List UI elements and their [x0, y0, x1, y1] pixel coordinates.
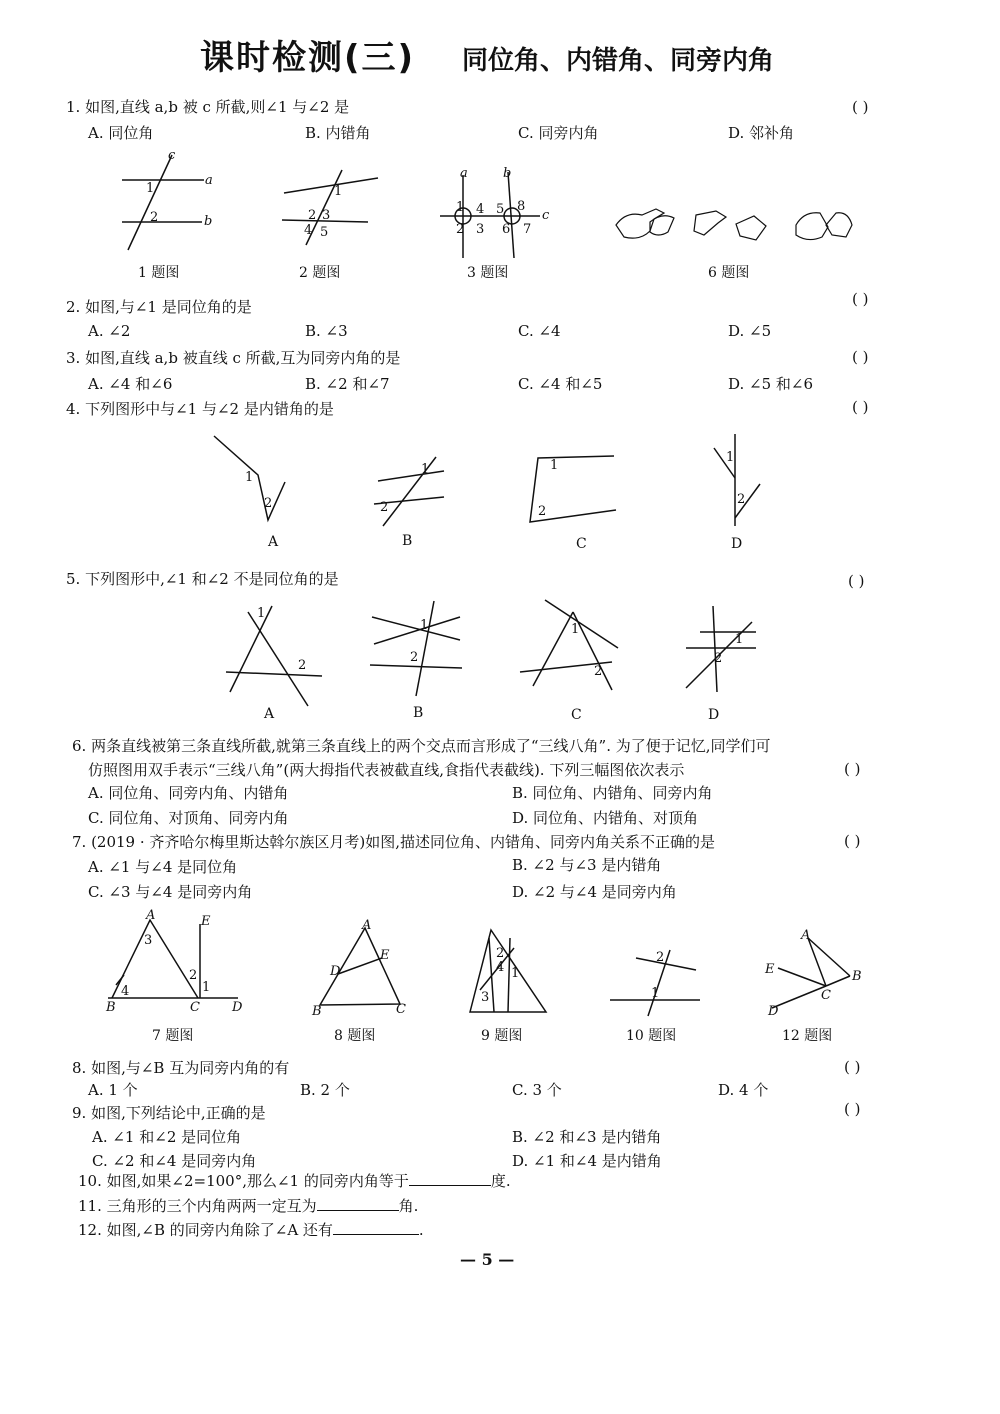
fig2-label-2: 2 [308, 208, 317, 223]
q7-option-a[interactable]: A. ∠1 与∠4 是同位角 [88, 858, 238, 876]
caption-fig6: 6 题图 [708, 265, 750, 281]
figure-10-lines [610, 950, 700, 1016]
q4d-label-1: 1 [726, 450, 735, 465]
fig7-label-3: 3 [144, 933, 153, 948]
q5-stem: 5. 下列图形中,∠1 和∠2 不是同位角的是 [66, 570, 339, 588]
q4-label-c: C [576, 536, 587, 552]
fig7-label-E: E [201, 914, 211, 929]
fig3-label-4: 4 [476, 202, 485, 217]
fig3-label-8: 8 [517, 199, 526, 214]
q9-option-a[interactable]: A. ∠1 和∠2 是同位角 [92, 1128, 242, 1146]
fig3-label-c: c [542, 208, 550, 223]
q3-option-a[interactable]: A. ∠4 和∠6 [88, 375, 173, 393]
q11-answer-blank[interactable] [317, 1196, 399, 1211]
fig3-label-3: 3 [476, 222, 485, 237]
q10-answer-blank[interactable] [409, 1171, 491, 1186]
figure-6-hands [616, 209, 852, 240]
fig10-label-1: 1 [651, 986, 660, 1001]
fig10-label-2: 2 [656, 950, 665, 965]
q2-option-b[interactable]: B. ∠3 [305, 322, 348, 340]
q1-option-d[interactable]: D. 邻补角 [728, 124, 795, 142]
q9-option-b[interactable]: B. ∠2 和∠3 是内错角 [512, 1128, 662, 1146]
q4b-label-2: 2 [380, 500, 389, 515]
q2-option-d[interactable]: D. ∠5 [728, 322, 772, 340]
q5-figure-c [520, 600, 618, 690]
fig7-label-4: 4 [121, 984, 130, 999]
q5d-label-1: 1 [735, 632, 744, 647]
fig2-label-3: 3 [322, 208, 331, 223]
fig3-label-b: b [503, 166, 512, 181]
q12-row [78, 1219, 424, 1240]
q1-stem: 1. 如图,直线 a,b 被 c 所截,则∠1 与∠2 是 [66, 98, 350, 116]
caption-fig10: 10 题图 [626, 1028, 677, 1044]
page-number: — 5 — [460, 1250, 515, 1269]
fig1-label-a: a [205, 173, 213, 188]
q3-answer-paren[interactable]: ( ) [852, 348, 869, 366]
q2-answer-paren[interactable]: ( ) [852, 290, 869, 308]
q2-stem: 2. 如图,与∠1 是同位角的是 [66, 298, 252, 316]
fig8-label-E: E [380, 948, 390, 963]
fig7-label-2: 2 [189, 968, 198, 983]
fig1-label-2: 2 [150, 210, 159, 225]
q8-stem: 8. 如图,与∠B 互为同旁内角的有 [72, 1059, 290, 1077]
q3-option-c[interactable]: C. ∠4 和∠5 [518, 375, 603, 393]
q4-label-d: D [731, 536, 743, 552]
q5-label-d: D [708, 707, 720, 723]
q9-stem: 9. 如图,下列结论中,正确的是 [72, 1104, 266, 1122]
q7-option-d[interactable]: D. ∠2 与∠4 是同旁内角 [512, 883, 677, 901]
q1-answer-paren[interactable]: ( ) [852, 98, 869, 116]
q4-figure-b [374, 457, 444, 526]
fig7-label-B: B [106, 1000, 116, 1015]
q11-unit: 角. [398, 1197, 419, 1215]
q5-answer-paren[interactable]: ( ) [848, 572, 865, 590]
fig2-label-4: 4 [304, 223, 313, 238]
q5-label-b: B [413, 705, 424, 721]
q12-stem: 12. 如图,∠B 的同旁内角除了∠A 还有 [78, 1221, 333, 1239]
q5d-label-2: 2 [714, 651, 723, 666]
figure-3-lines [440, 172, 540, 258]
q11-row [78, 1195, 418, 1216]
q8-option-c[interactable]: C. 3 个 [512, 1081, 562, 1099]
q4d-label-2: 2 [737, 492, 746, 507]
q4-stem: 4. 下列图形中与∠1 与∠2 是内错角的是 [66, 400, 334, 418]
fig9-label-1: 1 [511, 966, 520, 981]
q7-answer-paren[interactable]: ( ) [844, 832, 861, 850]
caption-fig9: 9 题图 [481, 1028, 523, 1044]
fig12-label-A: A [801, 928, 811, 943]
q1-option-c[interactable]: C. 同旁内角 [518, 124, 599, 142]
q2-option-c[interactable]: C. ∠4 [518, 322, 561, 340]
q6-option-c[interactable]: C. 同位角、对顶角、同旁内角 [88, 809, 289, 827]
q5a-label-1: 1 [257, 606, 266, 621]
caption-fig7: 7 题图 [152, 1028, 194, 1044]
caption-fig8: 8 题图 [334, 1028, 376, 1044]
fig8-label-D: D [330, 964, 341, 979]
q4-figure-d [714, 434, 760, 526]
figure-1-lines [122, 155, 204, 250]
q11-stem: 11. 三角形的三个内角两两一定互为 [78, 1197, 317, 1215]
fig3-label-a: a [460, 166, 468, 181]
q5c-label-2: 2 [594, 664, 603, 679]
q1-option-a[interactable]: A. 同位角 [88, 124, 154, 142]
figure-12-lines [772, 938, 850, 1008]
fig8-label-C: C [396, 1002, 406, 1017]
caption-fig12: 12 题图 [782, 1028, 833, 1044]
q6-option-b[interactable]: B. 同位角、内错角、同旁内角 [512, 784, 713, 802]
fig12-label-C: C [821, 988, 831, 1003]
q12-end: . [418, 1221, 424, 1239]
q8-answer-paren[interactable]: ( ) [844, 1058, 861, 1076]
q4-label-b: B [402, 533, 413, 549]
q8-option-d[interactable]: D. 4 个 [718, 1081, 769, 1099]
q10-unit: 度. [490, 1172, 511, 1190]
q5-figure-a [226, 606, 322, 706]
q5b-label-1: 1 [420, 618, 429, 633]
q3-stem: 3. 如图,直线 a,b 被直线 c 所截,互为同旁内角的是 [66, 349, 401, 367]
fig12-label-E: E [765, 962, 775, 977]
q9-answer-paren[interactable]: ( ) [844, 1100, 861, 1118]
q6-stem-line1: 6. 两条直线被第三条直线所截,就第三条直线上的两个交点而言形成了“三线八角”. 为了便于记忆,同学们可 [72, 737, 771, 755]
fig3-label-5: 5 [496, 202, 505, 217]
fig1-label-c: c [168, 148, 176, 163]
fig1-label-1: 1 [146, 181, 155, 196]
fig12-label-D: D [768, 1004, 779, 1019]
fig7-label-1: 1 [202, 980, 211, 995]
caption-fig1: 1 题图 [138, 265, 180, 281]
fig9-label-3: 3 [481, 990, 490, 1005]
fig3-label-1: 1 [456, 200, 465, 215]
q6-option-d[interactable]: D. 同位角、内错角、对顶角 [512, 809, 699, 827]
q5-label-c: C [571, 707, 582, 723]
q2-option-a[interactable]: A. ∠2 [88, 322, 131, 340]
page-title: 课时检测(三) [200, 38, 416, 78]
q10-stem: 10. 如图,如果∠2=100°,那么∠1 的同旁内角等于 [78, 1172, 409, 1190]
fig7-label-A: A [146, 908, 156, 923]
q4b-label-1: 1 [421, 462, 430, 477]
fig2-label-1: 1 [334, 184, 343, 199]
q1-option-b[interactable]: B. 内错角 [305, 124, 371, 142]
q3-option-d[interactable]: D. ∠5 和∠6 [728, 375, 814, 393]
q9-option-d[interactable]: D. ∠1 和∠4 是内错角 [512, 1152, 662, 1170]
q10-row [78, 1170, 511, 1191]
q5-label-a: A [264, 706, 275, 722]
q4a-label-1: 1 [245, 470, 254, 485]
q6-answer-paren[interactable]: ( ) [844, 760, 861, 778]
caption-fig2: 2 题图 [299, 265, 341, 281]
q7-option-b[interactable]: B. ∠2 与∠3 是内错角 [512, 856, 662, 874]
fig8-label-A: A [362, 918, 372, 933]
fig3-label-2: 2 [456, 222, 465, 237]
q8-option-b[interactable]: B. 2 个 [300, 1081, 350, 1099]
fig9-label-4: 4 [496, 960, 505, 975]
q4c-label-2: 2 [538, 504, 547, 519]
caption-fig3: 3 题图 [467, 265, 509, 281]
q7-stem: 7. (2019 · 齐齐哈尔梅里斯达斡尔族区月考)如图,描述同位角、内错角、同旁内角关系不正确的是 [72, 833, 716, 851]
fig3-label-6: 6 [502, 222, 511, 237]
q12-answer-blank[interactable] [333, 1220, 419, 1235]
q9-option-c[interactable]: C. ∠2 和∠4 是同旁内角 [92, 1152, 257, 1170]
fig9-label-2: 2 [496, 946, 505, 961]
fig7-label-C: C [190, 1000, 200, 1015]
fig12-label-B: B [852, 969, 862, 984]
q4c-label-1: 1 [550, 458, 559, 473]
q5b-label-2: 2 [410, 650, 419, 665]
fig7-label-D: D [232, 1000, 243, 1015]
q5a-label-2: 2 [298, 658, 307, 673]
q4a-label-2: 2 [264, 496, 273, 511]
q5-figure-b [370, 601, 462, 696]
q6-option-a[interactable]: A. 同位角、同旁内角、内错角 [88, 784, 289, 802]
fig3-label-7: 7 [523, 222, 532, 237]
q5c-label-1: 1 [571, 622, 580, 637]
fig1-label-b: b [204, 214, 213, 229]
q8-option-a[interactable]: A. 1 个 [88, 1081, 138, 1099]
q6-stem-line2: 仿照图用双手表示“三线八角”(两大拇指代表被截直线,食指代表截线). 下列三幅图依次表示 [88, 761, 685, 779]
q4-answer-paren[interactable]: ( ) [852, 398, 869, 416]
fig8-label-B: B [312, 1004, 322, 1019]
q4-label-a: A [268, 534, 279, 550]
page-subtitle: 同位角、内错角、同旁内角 [462, 46, 775, 76]
q5-figure-d [686, 606, 756, 692]
q3-option-b[interactable]: B. ∠2 和∠7 [305, 375, 390, 393]
fig2-label-5: 5 [320, 225, 329, 240]
q7-option-c[interactable]: C. ∠3 与∠4 是同旁内角 [88, 883, 253, 901]
